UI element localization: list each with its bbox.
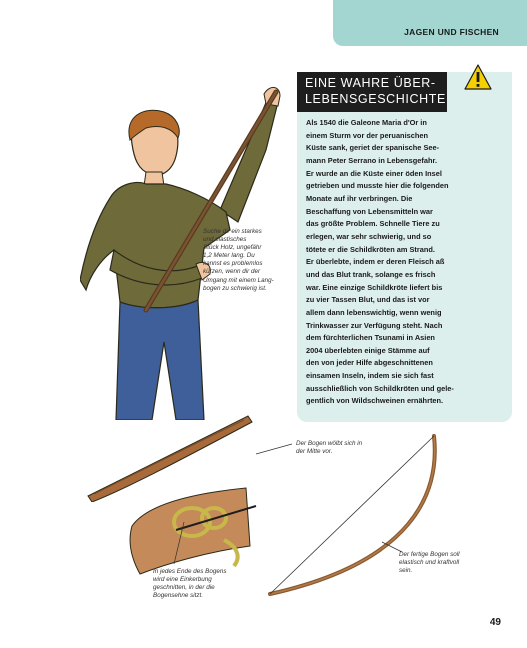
story-box-title: EINE WAHRE ÜBER- LEBENSGESCHICHTE bbox=[297, 72, 447, 112]
wood-caption: Suche dir ein starkes und elastisches Stück Holz, ungefähr 1,2 Meter lang. Du kannst es problemlos kürzen, wenn dir der Umgang mit einem Lang- bogen zu schwierig ist. bbox=[203, 228, 274, 292]
story-box-body: Als 1540 die Galeone Maria d'Or in einem Sturm vor der peruanischen Küste sank, geriet der spanische See- mann Peter Serrano in Lebensgefahr. Er wurde an die Küste einer öden Insel getrieben und musste hier die folgenden Monate auf ihr verbringen. Die Beschaffung von Lebensmitteln war das größte Problem. Schnelle Tiere zu erlegen, war sehr schwierig, und so tötete er die Schildkröten am Strand. Er überlebte, indem er deren Fleisch aß und das Blut trank, solange es frisch war. Eine einzige Schildkröte liefert bis zu vier Tassen Blut, und das ist vor allem dann lebenswichtig, wenn wenig Trinkwasser zur Verfügung steht. Nach dem fürchterlichen Tsunami in Asien 2004 überlebten einige Stämme auf den von jeder Hilfe abgeschnittenen einsamen Inseln, indem sie sich fast ausschließlich von Schildkröten und gele- gentlich von Wildschweinen ernährten. bbox=[306, 118, 454, 406]
notch-callout-line bbox=[170, 520, 190, 566]
section-header-tab bbox=[333, 0, 527, 46]
finished-caption: Der fertige Bogen soll elastisch und kraftvoll sein. bbox=[399, 551, 460, 575]
notch-caption: In jedes Ende des Bogens wird eine Einkerbung geschnitten, in der die Bogensehne sitzt. bbox=[153, 568, 227, 600]
bend-caption: Der Bogen wölbt sich in der Mitte vor. bbox=[296, 440, 363, 456]
section-title: JAGEN UND FISCHEN bbox=[404, 27, 499, 37]
page-number: 49 bbox=[489, 617, 501, 628]
warning-icon bbox=[464, 64, 492, 90]
bow-notch-illustration bbox=[126, 486, 266, 576]
